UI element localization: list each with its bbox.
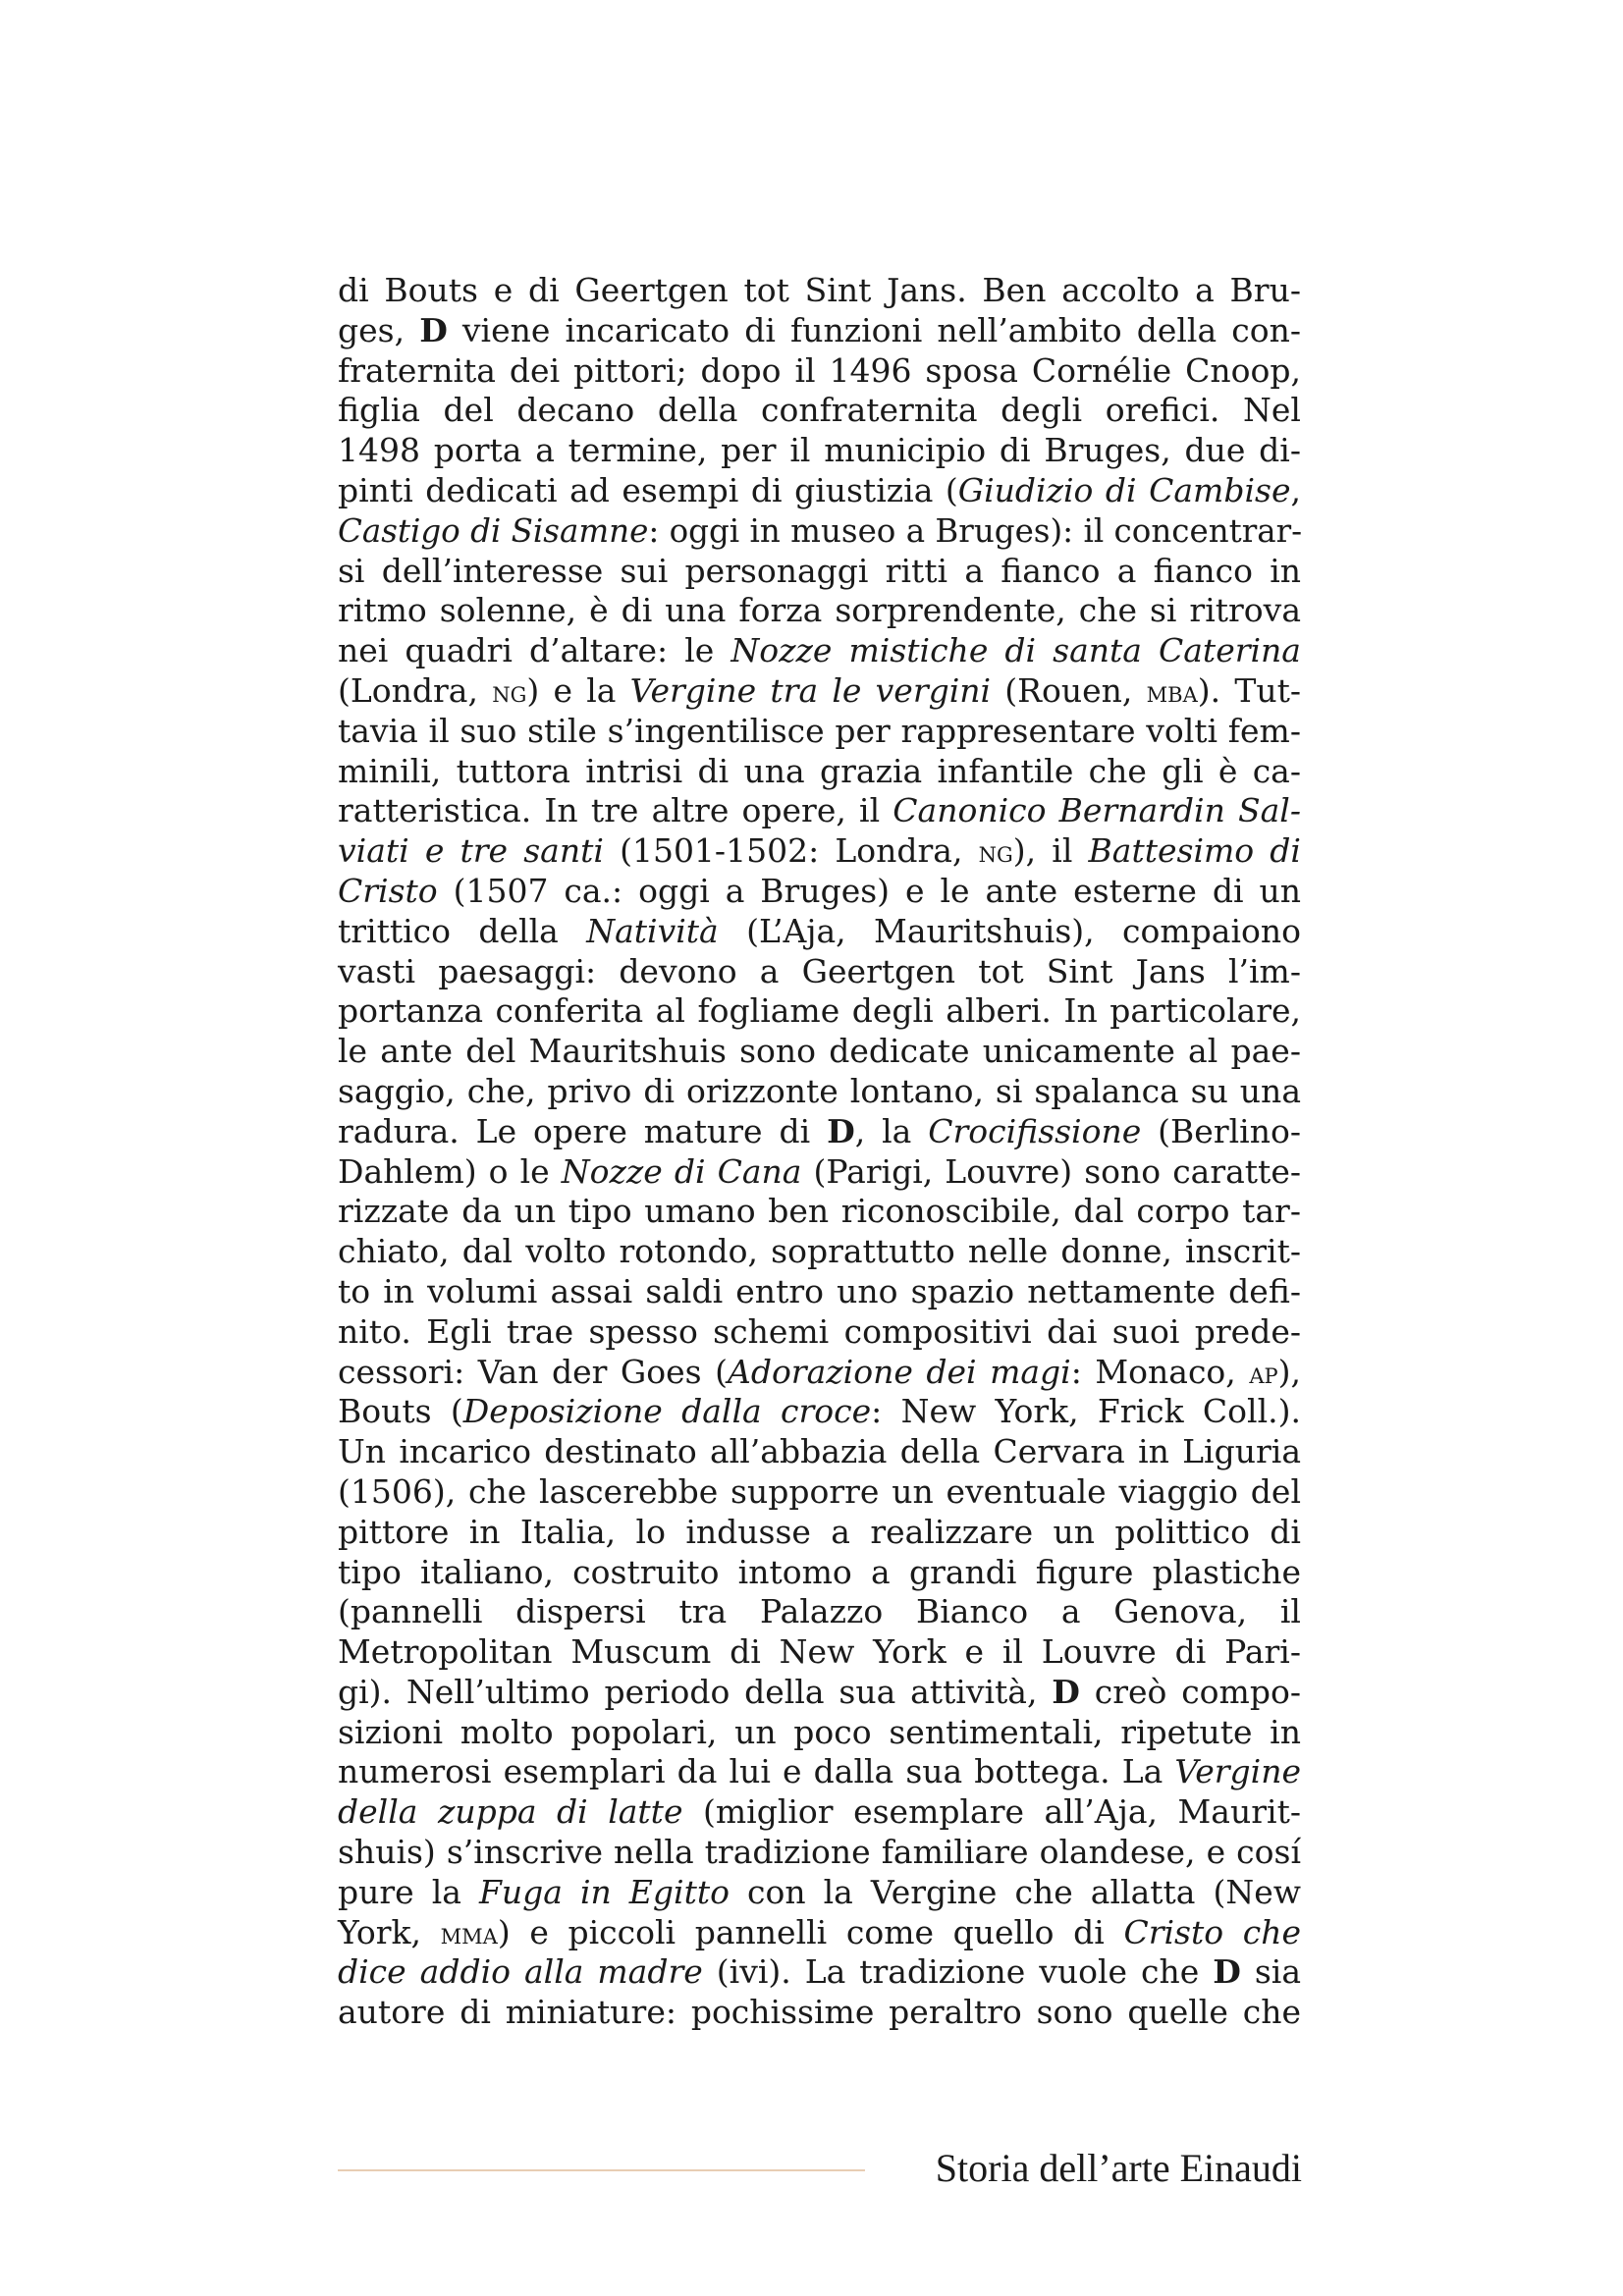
text-segment: shuis) s’inscrive nella tradizione familiare olandese, e cosí (338, 1833, 1301, 1872)
italic-title: della zuppa di latte (338, 1792, 683, 1832)
text-segment: : Monaco, (1070, 1352, 1250, 1391)
text-segment: numerosi esemplari da lui e dalla sua bottega. La (338, 1752, 1175, 1791)
text-line (338, 991, 1301, 1032)
italic-title: Deposizione dalla croce (462, 1392, 872, 1431)
text-segment: ges, (338, 310, 420, 349)
italic-title: Cristo (338, 871, 438, 910)
artist-initial: D (419, 310, 448, 349)
italic-title: Nozze mistiche di santa Caterina (730, 631, 1301, 670)
text-segment: radura. Le opere mature di (338, 1111, 828, 1150)
italic-title: Canonico Bernardin Sal- (893, 791, 1301, 830)
text-line (338, 552, 1301, 592)
italic-title: viati e tre santi (338, 831, 604, 871)
text-segment: to in volumi assai saldi entro uno spazio nettamente defi- (338, 1271, 1301, 1310)
text-segment: : New York, Frick Coll.). (871, 1392, 1302, 1431)
text-segment: , la (854, 1111, 929, 1150)
italic-title: Castigo di Sisamne (338, 511, 649, 550)
text-line (338, 1873, 1301, 1913)
text-line (338, 952, 1301, 992)
text-segment: vasti paesaggi: devono a Geertgen tot Sint Jans l’im- (338, 951, 1301, 990)
text-segment: gi). Nell’ultimo periodo della sua attività, (338, 1672, 1053, 1711)
text-segment: saggio, che, privo di orizzonte lontano, si spalanca su una (338, 1071, 1301, 1110)
text-segment: fraternita dei pittori; dopo il 1496 sposa Cornélie Cnoop, (338, 350, 1301, 390)
text-line (338, 1752, 1301, 1792)
text-segment: Un incarico destinato all’abbazia della Cervara in Liguria (338, 1432, 1301, 1471)
museum-abbreviation: mba (1146, 674, 1198, 710)
artist-initial: D (1052, 1672, 1080, 1711)
text-segment: Metropolitan Muscum di New York e il Louvre di Pari- (338, 1632, 1301, 1672)
text-line (338, 1993, 1301, 2033)
italic-title: Crocifissione (928, 1111, 1142, 1150)
text-segment: : oggi in museo a Bruges): il concentrar- (648, 511, 1303, 550)
text-segment: trittico della (338, 911, 587, 950)
text-segment: (miglior esemplare all’Aja, Maurit- (682, 1792, 1301, 1832)
text-line (338, 791, 1301, 831)
text-segment: portanza conferita al fogliame degli alberi. In particolare, (338, 991, 1301, 1031)
text-segment: Dahlem) o le (338, 1151, 562, 1191)
text-line (338, 1392, 1301, 1432)
text-line (338, 1472, 1301, 1513)
text-line (338, 1032, 1301, 1072)
text-line (338, 1792, 1301, 1833)
text-segment: minili, tuttora intrisi di una grazia infantile che gli è ca- (338, 751, 1301, 790)
text-line (338, 712, 1301, 752)
museum-abbreviation: ng (978, 835, 1013, 871)
text-segment: (Berlino- (1141, 1111, 1301, 1150)
text-segment: ) e la (526, 670, 630, 710)
text-segment: (L’Aja, Mauritshuis), compaiono (718, 911, 1301, 950)
text-segment: ), (1277, 1352, 1301, 1391)
artist-initial: D (1213, 1952, 1241, 1992)
text-segment: ), il (1012, 831, 1089, 871)
text-segment: (Rouen, (991, 670, 1147, 710)
text-segment: pittore in Italia, lo indusse a realizzare un polittico di (338, 1512, 1301, 1551)
text-line (338, 912, 1301, 952)
text-line (338, 1432, 1301, 1472)
text-line (338, 1152, 1301, 1193)
text-line (338, 1553, 1301, 1593)
text-segment: nito. Egli trae spesso schemi compositivi dai suoi prede- (338, 1311, 1301, 1351)
text-line (338, 431, 1301, 471)
text-segment: pinti dedicati ad esempi di giustizia ( (338, 470, 958, 509)
text-segment: York, (338, 1912, 441, 1951)
text-segment: (Parigi, Louvre) sono caratte- (801, 1151, 1301, 1191)
text-segment: autore di miniature: pochissime peraltro sono quelle che (338, 1993, 1301, 2032)
text-segment: ). Tut- (1197, 670, 1302, 710)
text-segment: figlia del decano della confraternita degli orefici. Nel (338, 391, 1301, 430)
text-segment: , (1290, 470, 1301, 509)
italic-title: Adorazione dei magi (727, 1352, 1071, 1391)
italic-title: Vergine (1174, 1752, 1301, 1791)
text-segment: rizzate da un tipo umano ben riconoscibile, dal corpo tar- (338, 1192, 1301, 1231)
text-segment: le ante del Mauritshuis sono dedicate unicamente al pae- (338, 1032, 1301, 1071)
italic-title: Natività (586, 911, 719, 950)
italic-title: Cristo che (1123, 1912, 1301, 1951)
text-line (338, 1232, 1301, 1272)
footer-rule (338, 2169, 865, 2171)
text-line (338, 631, 1301, 671)
italic-title: Fuga in Egitto (478, 1872, 730, 1911)
text-segment: si dell’interesse sui personaggi ritti a fianco a fianco in (338, 551, 1301, 590)
text-line (338, 271, 1301, 311)
text-line (338, 1072, 1301, 1112)
text-line (338, 872, 1301, 912)
text-line (338, 1952, 1301, 1993)
text-segment: viene incaricato di funzioni nell’ambito della con- (447, 310, 1301, 349)
text-segment: chiato, dal volto rotondo, soprattutto nelle donne, inscrit- (338, 1232, 1301, 1271)
text-segment: tavia il suo stile s’ingentilisce per rappresentare volti fem- (338, 711, 1301, 750)
text-line (338, 391, 1301, 431)
italic-title: Vergine tra le vergini (629, 670, 992, 710)
text-line (338, 1673, 1301, 1713)
artist-initial: D (827, 1111, 855, 1150)
text-line (338, 1592, 1301, 1632)
text-segment: cessori: Van der Goes ( (338, 1352, 728, 1391)
text-segment: pure la (338, 1872, 479, 1911)
text-line (338, 1713, 1301, 1753)
museum-abbreviation: ng (492, 674, 527, 710)
text-line (338, 471, 1301, 511)
text-line (338, 351, 1301, 392)
text-line (338, 1272, 1301, 1312)
text-segment: di Bouts e di Geertgen tot Sint Jans. Ben accolto a Bru- (338, 271, 1301, 309)
text-segment: (1506), che lascerebbe supporre un eventuale viaggio del (338, 1471, 1301, 1511)
text-segment: tipo italiano, costruito intomo a grandi figure plastiche (338, 1552, 1301, 1591)
text-line (338, 831, 1301, 872)
italic-title: Battesimo di (1088, 831, 1301, 871)
text-segment: (Londra, (338, 670, 493, 710)
footer-title: Storia dell’arte Einaudi (935, 2146, 1302, 2190)
text-segment: sizioni molto popolari, un poco sentimentali, ripetute in (338, 1712, 1301, 1751)
text-line (338, 752, 1301, 792)
text-segment: sia (1240, 1952, 1302, 1992)
text-line (338, 1112, 1301, 1152)
text-line (338, 1513, 1301, 1553)
text-segment: creò compo- (1079, 1672, 1301, 1711)
text-segment: Bouts ( (338, 1392, 463, 1431)
italic-title: dice addio alla madre (338, 1952, 703, 1992)
text-segment: con la Vergine che allatta (New (729, 1872, 1301, 1911)
text-line (338, 1312, 1301, 1353)
text-line (338, 1192, 1301, 1232)
text-line (338, 1833, 1301, 1873)
body-text (338, 271, 1301, 2033)
text-line (338, 311, 1301, 351)
italic-title: Nozze di Cana (561, 1151, 802, 1191)
text-segment: (ivi). La tradizione vuole che (702, 1952, 1214, 1992)
text-segment: (1501-1502: Londra, (603, 831, 979, 871)
text-segment: 1498 porta a termine, per il municipio di Bruges, due di- (338, 431, 1301, 470)
text-segment: ) e piccoli pannelli come quello di (497, 1912, 1124, 1951)
text-line (338, 1913, 1301, 1953)
text-segment: (1507 ca.: oggi a Bruges) e le ante esterne di un (437, 871, 1301, 910)
museum-abbreviation: ap (1249, 1356, 1278, 1391)
text-line (338, 1353, 1301, 1393)
text-segment: (pannelli dispersi tra Palazzo Bianco a Genova, il (338, 1592, 1301, 1631)
text-line (338, 1632, 1301, 1673)
text-segment: nei quadri d’altare: le (338, 631, 731, 670)
text-segment: ritmo solenne, è di una forza sorprendente, che si ritrova (338, 591, 1301, 630)
text-line (338, 511, 1301, 552)
italic-title: Giudizio di Cambise (957, 470, 1291, 509)
text-line (338, 591, 1301, 631)
museum-abbreviation: mma (440, 1916, 498, 1951)
text-segment: ratteristica. In tre altre opere, il (338, 791, 893, 830)
text-line (338, 671, 1301, 712)
